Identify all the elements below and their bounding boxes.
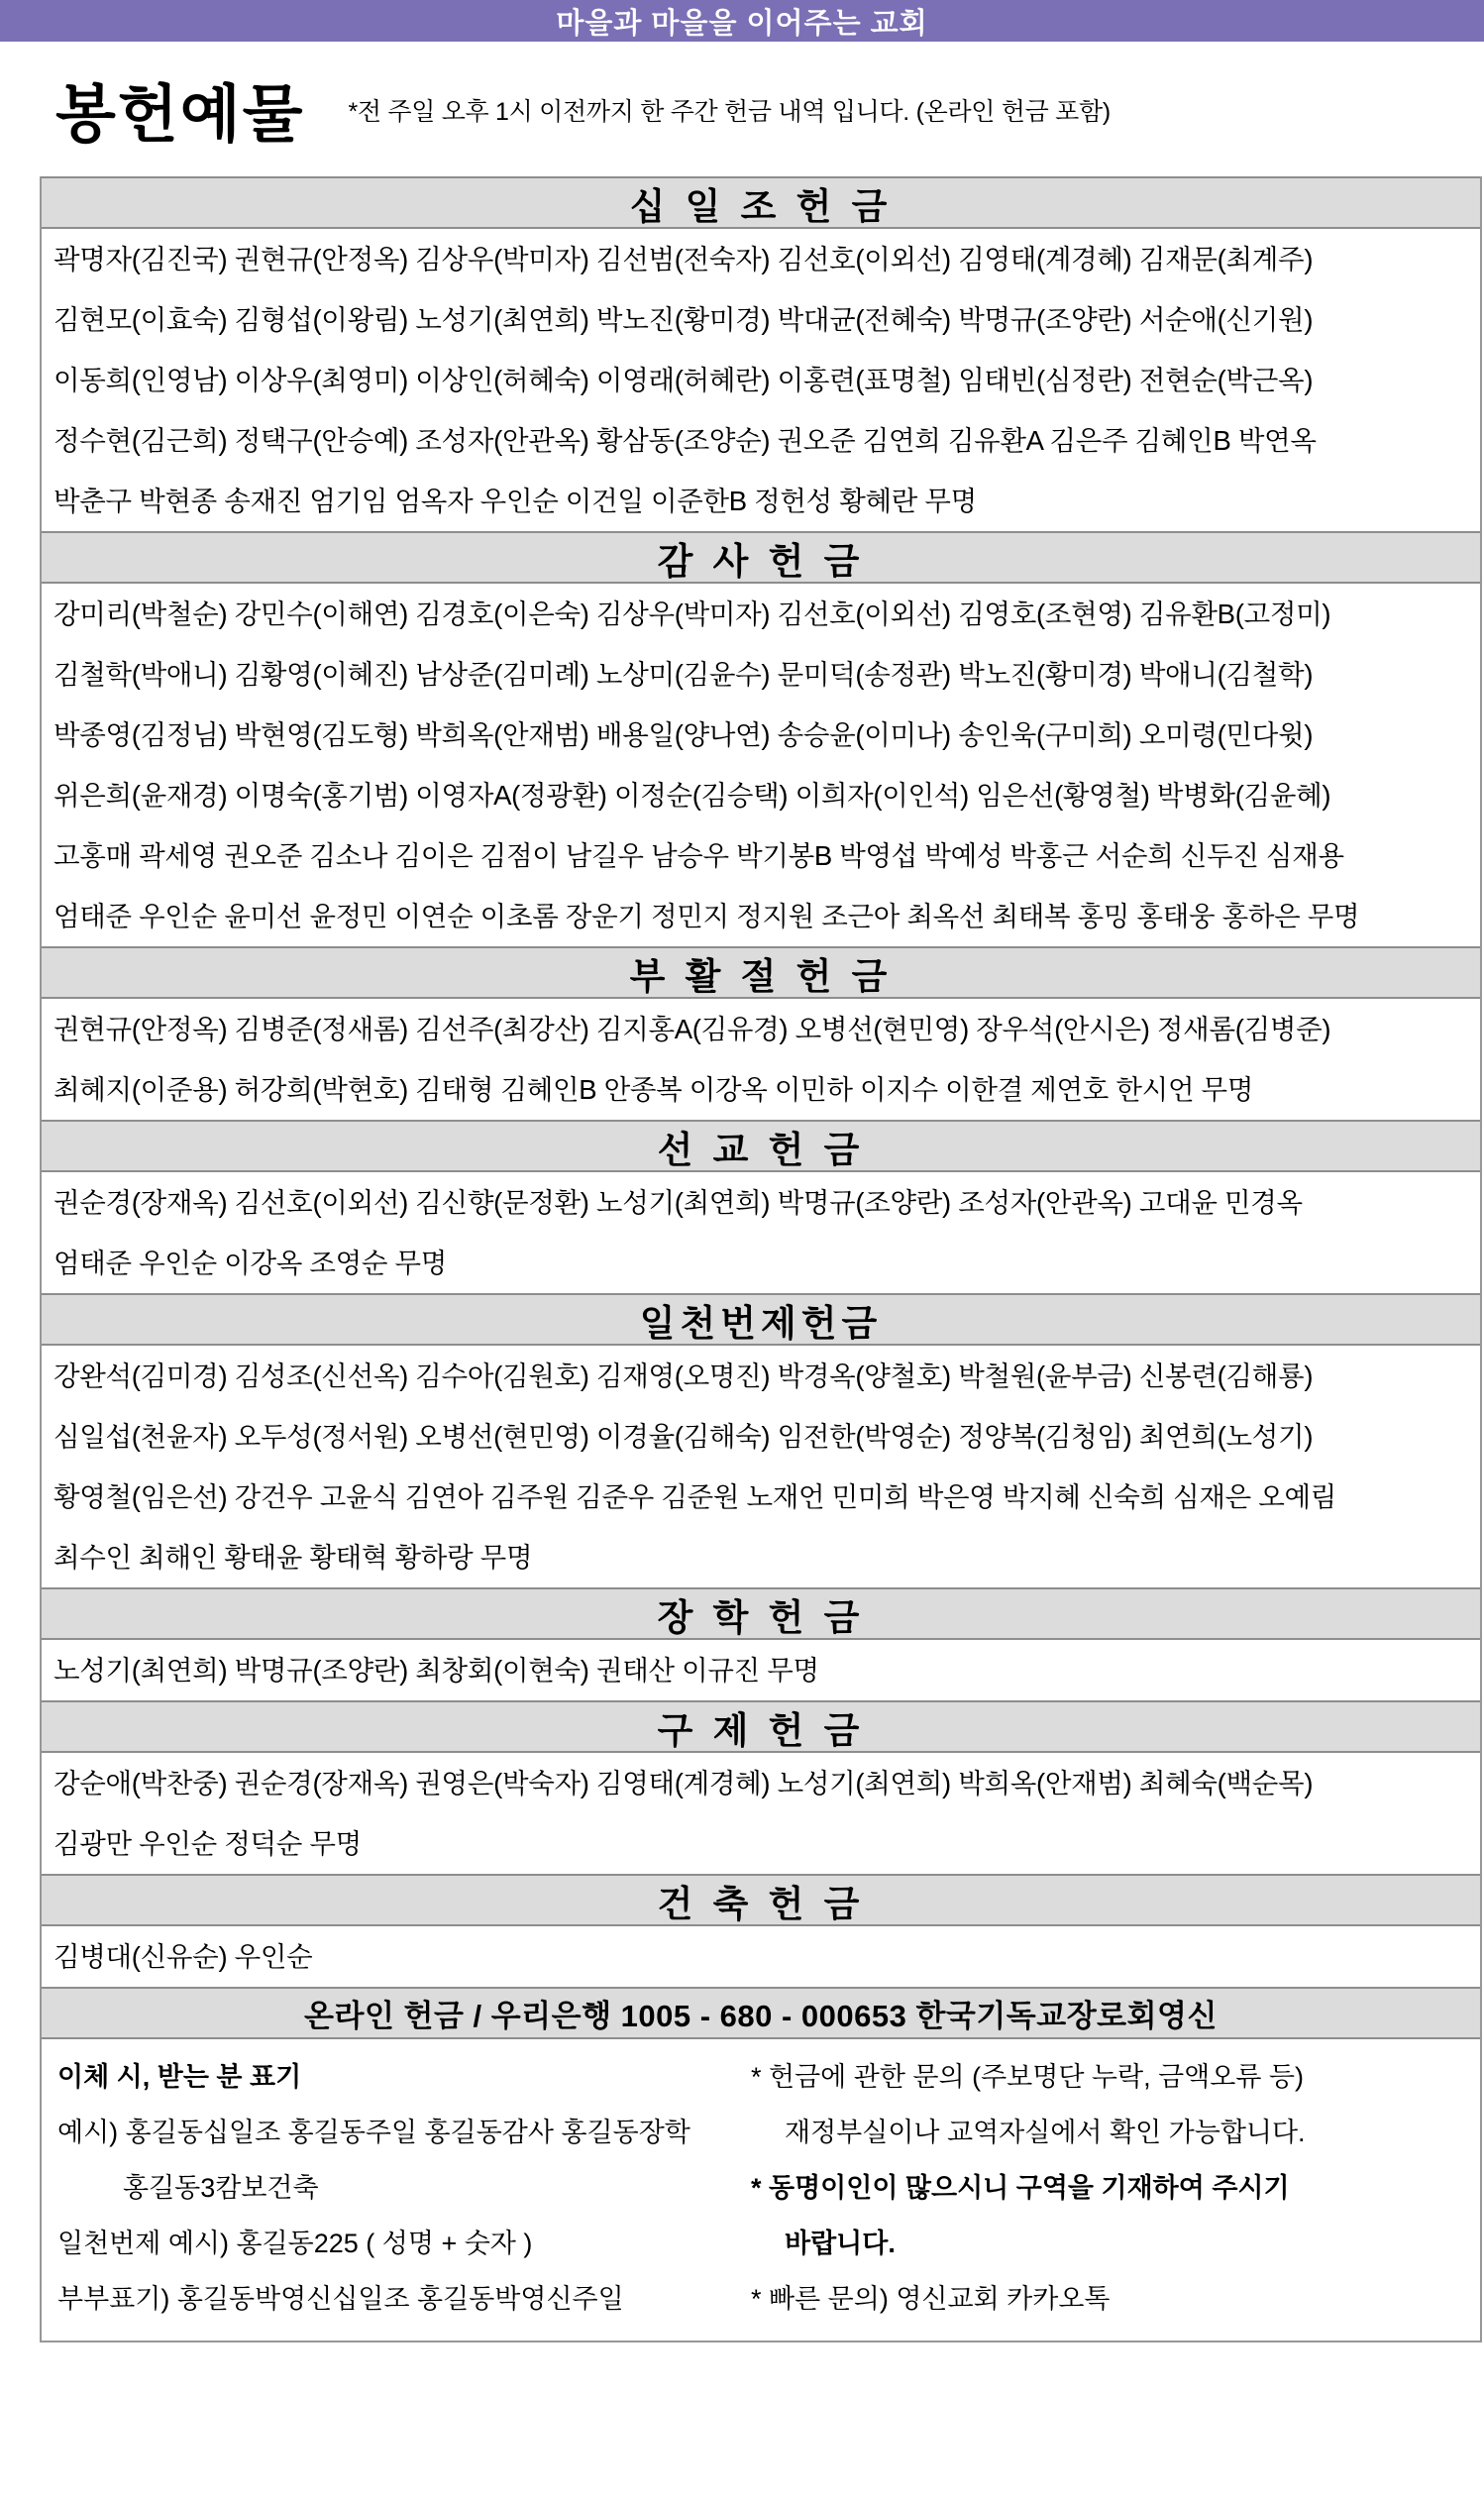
footer-info bbox=[42, 2039, 1480, 2341]
section-header-scholarship bbox=[42, 1587, 1480, 1640]
name-line: 김광만 우인순 정덕순 무명 bbox=[53, 1828, 362, 1859]
name-line: 최수인 최해인 황태윤 황태혁 황하랑 무명 bbox=[53, 1542, 533, 1573]
section-body-building bbox=[42, 1926, 1480, 1987]
name-line: 정수현(김근희) 정택구(안승예) 조성자(안관옥) 황삼동(조양순) 권오준 김연희 김유환A 김은주 김혜인B 박연옥 bbox=[53, 425, 1317, 456]
online-giving-text: 온라인 헌금 / 우리은행 1005 - 680 - 000653 한국기독교장로회영신 bbox=[304, 1999, 1218, 2033]
title-row bbox=[0, 42, 1484, 176]
section-body-thanksgiving bbox=[42, 584, 1480, 946]
banner-text: 마을과 마을을 이어주는 교회 bbox=[556, 7, 928, 40]
section-header-relief bbox=[42, 1700, 1480, 1753]
name-line: 박춘구 박현종 송재진 엄기임 엄옥자 우인순 이건일 이준한B 정헌성 황혜란 무명 bbox=[53, 486, 977, 516]
name-line: 황영철(임은선) 강건우 고윤식 김연아 김주원 김준우 김준원 노재언 민미희 박은영 박지혜 신숙희 심재은 오예림 bbox=[53, 1481, 1337, 1512]
section-body-easter bbox=[42, 999, 1480, 1120]
footer-line: 이체 시, 받는 분 표기 bbox=[57, 2062, 302, 2092]
name-line: 고홍매 곽세영 권오준 김소나 김이은 김점이 남길우 남승우 박기봉B 박영섭 박예성 박홍근 서순희 신두진 심재용 bbox=[53, 840, 1344, 871]
section-header-thousand-offering bbox=[42, 1293, 1480, 1346]
footer-line: 홍길동3캄보건축 bbox=[123, 2173, 319, 2203]
footer-line: 예시) 홍길동십일조 홍길동주일 홍길동감사 홍길동장학 bbox=[57, 2118, 690, 2147]
name-line: 엄태준 우인순 윤미선 윤정민 이연순 이초롬 장운기 정민지 정지원 조근아 최옥선 최태복 홍밍 홍태웅 홍하은 무명 bbox=[53, 901, 1360, 931]
name-line: 노성기(최연희) 박명규(조양란) 최창회(이현숙) 권태산 이규진 무명 bbox=[53, 1655, 819, 1686]
section-header-mission bbox=[42, 1120, 1480, 1172]
name-line: 곽명자(김진국) 권현규(안정옥) 김상우(박미자) 김선범(전숙자) 김선호(이외선) 김영태(계경혜) 김재문(최계주) bbox=[53, 244, 1314, 274]
name-line: 김철학(박애니) 김황영(이혜진) 남상준(김미례) 노상미(김윤수) 문미덕(송정관) 박노진(황미경) 박애니(김철학) bbox=[53, 659, 1314, 690]
name-line: 강미리(박철순) 강민수(이해연) 김경호(이은숙) 김상우(박미자) 김선호(이외선) 김영호(조현영) 김유환B(고정미) bbox=[53, 599, 1331, 629]
section-header-tithe bbox=[42, 176, 1480, 229]
section-title: 구 제 헌 금 bbox=[657, 1709, 865, 1751]
name-line: 최혜지(이준용) 허강희(박현호) 김태형 김혜인B 안종복 이강옥 이민하 이지수 이한결 제연호 한시언 무명 bbox=[53, 1074, 1254, 1105]
name-line: 엄태준 우인순 이강옥 조영순 무명 bbox=[53, 1248, 448, 1278]
name-line: 이동희(인영남) 이상우(최영미) 이상인(허혜숙) 이영래(허혜란) 이홍련(표명철) 임태빈(심정란) 전현순(박근옥) bbox=[53, 365, 1314, 395]
online-giving-header bbox=[42, 1987, 1480, 2039]
name-line: 박종영(김정님) 박현영(김도형) 박희옥(안재범) 배용일(양나연) 송승윤(이미나) 송인욱(구미희) 오미령(민다윗) bbox=[53, 719, 1314, 750]
section-body-relief bbox=[42, 1753, 1480, 1874]
title-note: *전 주일 오후 1시 이전까지 한 주간 헌금 내역 입니다. (온라인 헌금 포함) bbox=[348, 98, 1111, 126]
footer-right-column bbox=[751, 2049, 1480, 2327]
name-line: 강순애(박찬중) 권순경(장재옥) 권영은(박숙자) 김영태(계경혜) 노성기(최연희) 박희옥(안재범) 최혜숙(백순목) bbox=[53, 1768, 1314, 1798]
section-header-building bbox=[42, 1874, 1480, 1926]
section-title: 감 사 헌 금 bbox=[657, 540, 865, 582]
footer-line: 일천번제 예시) 홍길동225 ( 성명 + 숫자 ) bbox=[57, 2229, 533, 2258]
footer-line: * 동명이인이 많으시니 구역을 기재하여 주시기 bbox=[751, 2173, 1290, 2203]
name-line: 김병대(신유순) 우인순 bbox=[53, 1941, 313, 1972]
section-title: 건 축 헌 금 bbox=[657, 1883, 865, 1924]
section-title: 선 교 헌 금 bbox=[657, 1129, 865, 1170]
footer-line: 재정부실이나 교역자실에서 확인 가능합니다. bbox=[785, 2118, 1306, 2147]
section-title: 일천번제헌금 bbox=[639, 1302, 883, 1344]
name-line: 김현모(이효숙) 김형섭(이왕림) 노성기(최연희) 박노진(황미경) 박대균(전혜숙) 박명규(조양란) 서순애(신기원) bbox=[53, 304, 1314, 335]
name-line: 위은희(윤재경) 이명숙(홍기범) 이영자A(정광환) 이정순(김승택) 이희자(이인석) 임은선(황영철) 박병화(김윤혜) bbox=[53, 780, 1331, 811]
footer-line: * 헌금에 관한 문의 (주보명단 누락, 금액오류 등) bbox=[751, 2062, 1304, 2092]
name-line: 권순경(장재옥) 김선호(이외선) 김신향(문정환) 노성기(최연희) 박명규(조양란) 조성자(안관옥) 고대윤 민경옥 bbox=[53, 1187, 1303, 1218]
section-body-tithe bbox=[42, 229, 1480, 531]
footer-left-column bbox=[57, 2049, 751, 2327]
footer-line: * 빠른 문의) 영신교회 카카오톡 bbox=[751, 2284, 1111, 2314]
section-title: 부 활 절 헌 금 bbox=[629, 955, 893, 997]
footer-line: 바랍니다. bbox=[785, 2229, 896, 2258]
name-line: 권현규(안정옥) 김병준(정새롬) 김선주(최강산) 김지홍A(김유경) 오병선(현민영) 장우석(안시은) 정새롬(김병준) bbox=[53, 1014, 1331, 1044]
section-title: 장 학 헌 금 bbox=[657, 1596, 865, 1638]
offering-table bbox=[40, 176, 1482, 2342]
section-header-easter bbox=[42, 946, 1480, 999]
section-body-mission bbox=[42, 1172, 1480, 1293]
section-body-scholarship bbox=[42, 1640, 1480, 1700]
section-header-thanksgiving bbox=[42, 531, 1480, 584]
top-banner bbox=[0, 0, 1484, 42]
name-line: 심일섭(천윤자) 오두성(정서원) 오병선(현민영) 이경율(김해숙) 임전한(박영순) 정양복(김청임) 최연희(노성기) bbox=[53, 1421, 1314, 1452]
page-title: 봉헌예물 bbox=[55, 79, 305, 150]
section-title: 십 일 조 헌 금 bbox=[629, 185, 893, 227]
footer-line: 부부표기) 홍길동박영신십일조 홍길동박영신주일 bbox=[57, 2284, 624, 2314]
name-line: 강완석(김미경) 김성조(신선옥) 김수아(김원호) 김재영(오명진) 박경옥(양철호) 박철원(윤부금) 신봉련(김해룡) bbox=[53, 1361, 1314, 1391]
section-body-thousand-offering bbox=[42, 1346, 1480, 1587]
